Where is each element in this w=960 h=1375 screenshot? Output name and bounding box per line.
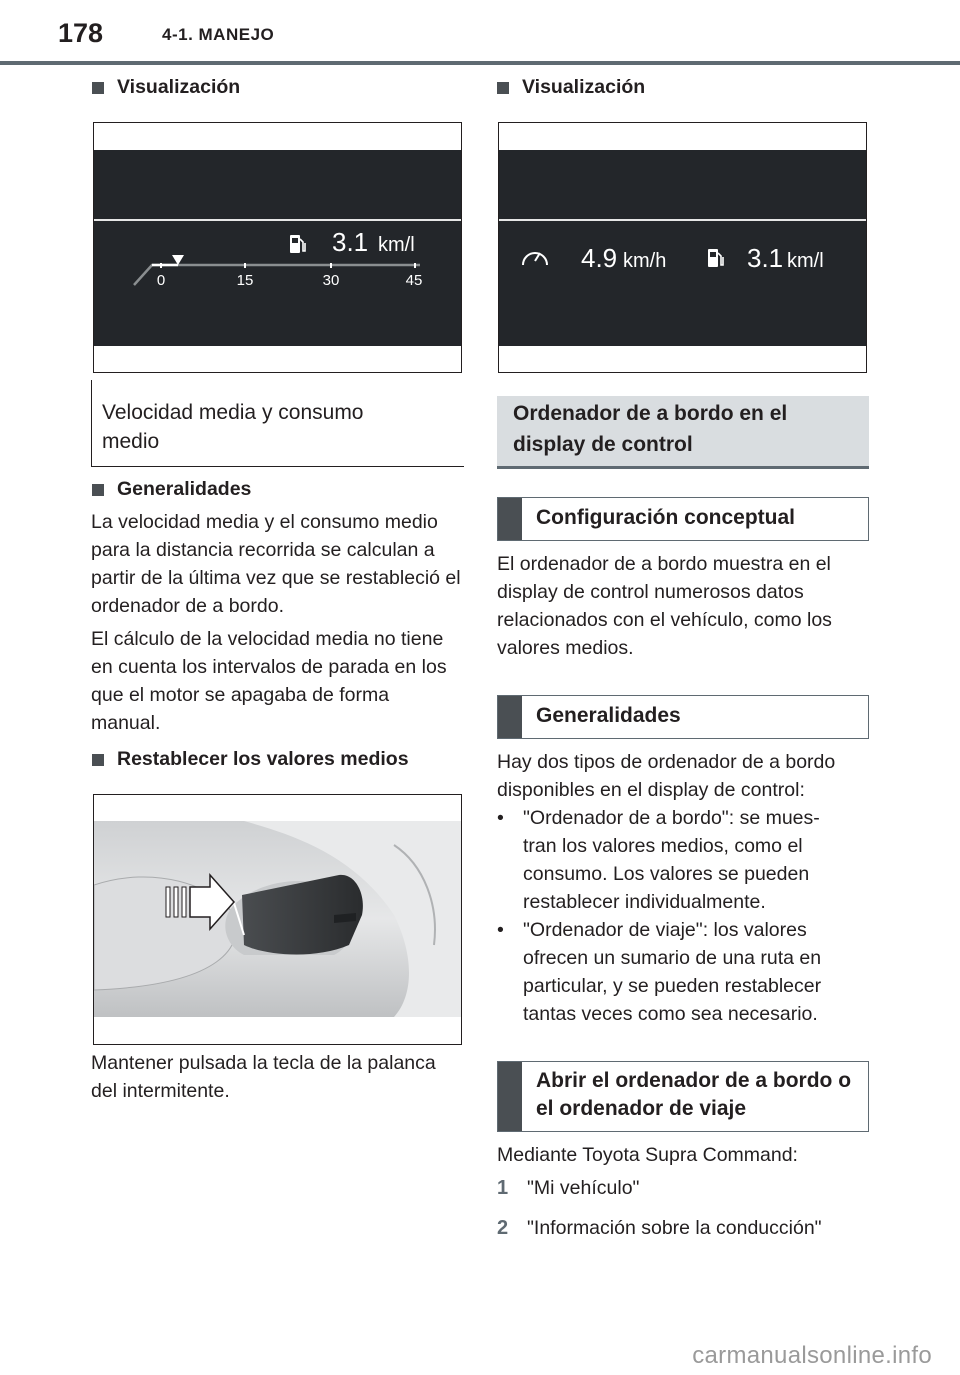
chapter-title: 4-1. MANEJO xyxy=(162,25,275,44)
step-number: 1 xyxy=(497,1177,509,1199)
gauge-tick xyxy=(330,263,332,268)
square-bullet-icon xyxy=(497,82,509,94)
paragraph: Mantener pulsada la tecla de la palanca del intermitente. xyxy=(91,1052,436,1102)
section-heading-configuracion: Configuración conceptual xyxy=(497,497,869,541)
section-heading-generalidades: Generalidades xyxy=(497,695,869,739)
figure-lever-illustration xyxy=(93,794,462,1045)
gauge-tick xyxy=(414,263,416,268)
step-number: 2 xyxy=(497,1217,509,1239)
section-title-box xyxy=(497,396,869,469)
lever-illustration xyxy=(94,795,461,1044)
scale-label: 15 xyxy=(236,272,254,289)
gauge-pointer-icon xyxy=(172,255,184,265)
consumption-unit: km/l xyxy=(787,250,824,272)
consumption-unit: km/l xyxy=(378,234,415,256)
section-heading-abrir: Abrir el ordenador de a bordo o el ordenador de viaje xyxy=(497,1061,869,1132)
subheading-visualizacion-right: Visualización xyxy=(497,76,645,99)
subheading-visualizacion-left: Visualización xyxy=(92,76,240,99)
figure-caption: Velocidad media y consumo medio xyxy=(102,401,364,453)
consumption-value: 3.1 xyxy=(332,227,369,257)
section-bar xyxy=(498,696,522,738)
section-bar xyxy=(498,1062,522,1131)
watermark: carmanualsonline.info xyxy=(692,1342,932,1369)
figure-average-display xyxy=(93,122,462,373)
paragraph: Hay dos tipos de ordenador de a bordo disponibles en el display de control: xyxy=(497,751,836,801)
bullet-dot-icon: • xyxy=(497,919,504,941)
section-bar xyxy=(498,498,522,540)
list-item: • "Ordenador de a bordo": se mues-tran los valores medios, como el consumo. Los valores se pueden restablecer individualmente. xyxy=(497,804,849,916)
square-bullet-icon xyxy=(92,754,104,766)
paragraph: Mediante Toyota Supra Command: xyxy=(497,1144,798,1166)
bullet-list xyxy=(497,804,849,1028)
figure-control-display xyxy=(498,122,867,373)
fuel-pump-icon xyxy=(290,235,305,253)
paragraph: El ordenador de a bordo muestra en el display de control numerosos datos relacionados con el vehículo, como los valores medios. xyxy=(497,553,832,659)
paragraph: El cálculo de la velocidad media no tiene en cuenta los intervalos de parada en los que el motor se apagaba de forma manual. xyxy=(91,628,447,734)
section-title: Ordenador de a bordo en el display de control xyxy=(513,402,788,456)
header-rule xyxy=(0,61,960,65)
square-bullet-icon xyxy=(92,484,104,496)
display-content xyxy=(94,123,461,372)
scale-label: 0 xyxy=(156,272,166,289)
speed-value: 4.9 xyxy=(581,243,618,273)
gauge-track xyxy=(134,265,420,285)
step-item: 2 "Información sobre la conducción" xyxy=(497,1214,869,1242)
gauge-tick xyxy=(244,263,246,268)
scale-label: 30 xyxy=(322,272,340,289)
figure-caption-box xyxy=(91,380,464,467)
subheading-generalidades-left: Generalidades xyxy=(92,478,251,501)
scale-label: 45 xyxy=(405,272,423,289)
speedometer-icon xyxy=(523,253,547,265)
display-content xyxy=(499,123,866,372)
subheading-restablecer: Restablecer los valores medios xyxy=(92,748,409,771)
paragraph: La velocidad media y el consumo medio para la distancia recorrida se calculan a partir de la última vez que se restableció el ordenador de a bordo. xyxy=(91,511,461,617)
consumption-value: 3.1 xyxy=(747,243,784,273)
square-bullet-icon xyxy=(92,82,104,94)
speed-unit: km/h xyxy=(623,250,667,272)
gauge-tick xyxy=(160,263,162,268)
step-item: 1 "Mi vehículo" xyxy=(497,1174,869,1202)
list-item: • "Ordenador de viaje": los valores ofrecen un sumario de una ruta en particular, y se pueden restablecer tantas veces como sea necesario. xyxy=(497,916,849,1028)
page-number: 178 xyxy=(58,18,104,48)
bullet-dot-icon: • xyxy=(497,807,504,829)
fuel-pump-icon xyxy=(708,249,723,267)
